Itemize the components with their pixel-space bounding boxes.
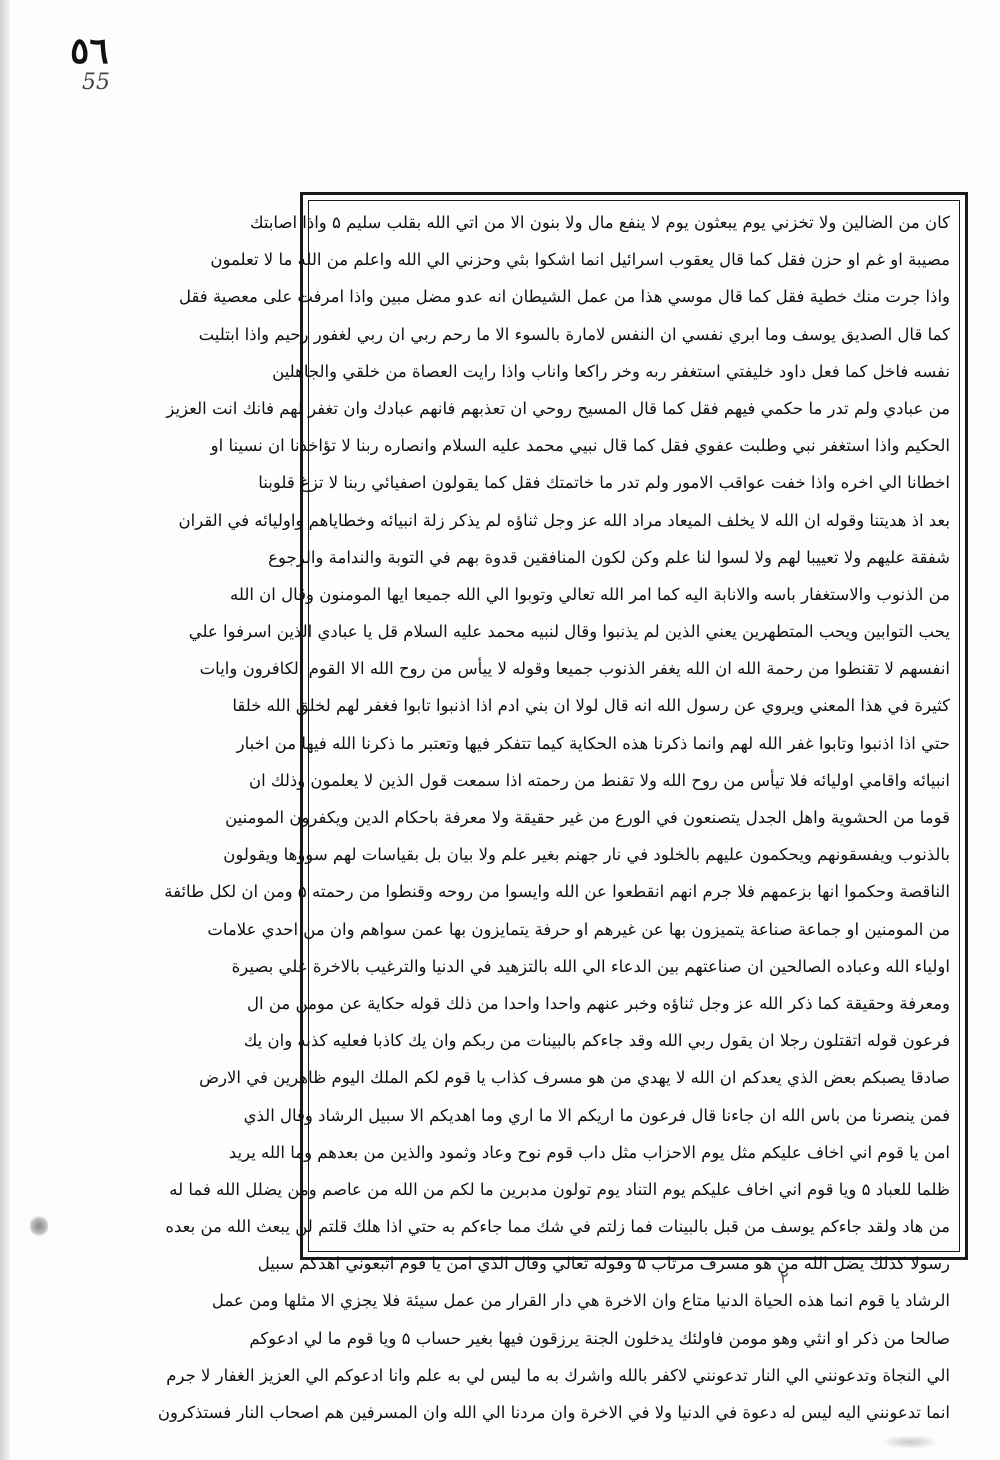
text-line: فرعون قوله اتقتلون رجلا ان يقول ربي الله وقد جاءكم بالبينات من ربكم وان يك كاذبا فعليه كذبه وان يك (243, 1031, 950, 1051)
text-line: حتي اذا اذنبوا وتابوا غفر الله لهم وانما ذكرنا هذه الحكاية كيما تتفكر فيها وتعتبر ما ذكرنا الله فيها من اخبار (236, 733, 950, 753)
text-line: من الذنوب والاستغفار باسه والانابة اليه كما امر الله تعالي وتوبوا الي الله جميعا ايها المومنون وقال ان الله (230, 584, 950, 604)
text-line: شفقة عليهم ولا تعييبا لهم ولا لسوا لنا علم وكن لكون المنافقين قدوة بهم في التوبة والندامة والرجوع (268, 547, 950, 567)
text-line: الحكيم واذا استغفر نبي وطلبت عفوي فقل كما قال نبيي محمد عليه السلام وانصاره ربنا لا تؤاخذنا ان نسينا او (210, 436, 950, 456)
text-line: يحب التوابين ويحب المتطهرين يعني الذين لم يذنبوا وقال لنبيه محمد عليه السلام قل يا عبادي الذين اسرفوا علي (188, 622, 950, 642)
text-line: نفسه فاخل كما فعل داود خليفتي استغفر ربه وخر راكعا واناب واذا رايت العصاة من خلقي والجاهلين (272, 361, 950, 381)
text-line: كثيرة في هذا المعني ويروي عن رسول الله انه قال لولا ان بني ادم اذا اذنبوا تابوا فغفر لهم لخلق الله خلقا (232, 696, 950, 716)
text-line: بعد اذ هديتنا وقوله ان الله لا يخلف الميعاد مراد الله عز وجل ثناؤه لم يذكر زلة انبيائه وخطاياهم واوليائه في القران (178, 510, 950, 530)
text-line: مصيبة او غم او حزن فقل كما قال يعقوب اسرائيل انما اشكوا بثي وحزني الي الله واعلم من الله ما لا تعلمون (210, 250, 950, 270)
bottom-marginal-mark: ٢ (780, 1268, 789, 1287)
text-line: رسولا كذلك يضل الله من هو مسرف مرتاب ۵ وقوله تعالي وقال الذي امن يا قوم اتبعوني اهدكم سبيل (257, 1254, 950, 1274)
text-line: من المومنين او جماعة صناعة يتميزون بها عن غيرهم او حرفة يتمايزون بها عمن سواهم وان من احدي علامات (207, 919, 950, 939)
text-line: انما تدعونني اليه ليس له دعوة في الدنيا ولا في الاخرة وان مردنا الي الله وان المسرفين هم اصحاب النار فستذكرون (157, 1403, 950, 1422)
folio-alt-number: 55 (82, 70, 110, 95)
text-line: كان من الضالين ولا تخزني يوم يبعثون يوم لا ينفع مال ولا بنون الا من اتي الله بقلب سليم ۵ واذا اصابتك (249, 213, 950, 232)
text-line: انبيائه واقامي اوليائه فلا تيأس من روح الله ولا تقنط من رحمته اذا سمعت قول الذين لا يعلمون وذلك ان (248, 770, 950, 790)
ink-stain (30, 1215, 48, 1237)
text-line: اخطانا الي اخره واذا خفت عواقب الامور ولم تدر ما خاتمتك فقل كما يقولون اصفيائي ربنا لا تزغ قلوبنا (258, 473, 950, 493)
text-line: امن يا قوم اني اخاف عليكم مثل يوم الاحزاب مثل داب قوم نوح وعاد وثمود والذين من بعدهم وما الله يريد (228, 1142, 950, 1162)
text-line: بالذنوب ويفسقونهم ويحكمون عليهم بالخلود في نار جهنم بغير علم ولا بيان بل بقياسات لهم سوؤها ويقولون (223, 845, 950, 865)
text-line: من عبادي ولم تدر ما حكمي فيهم فقل كما قال المسيح روحي ان تعذبهم فانهم عبادك وان تغفر لهم فانك انت العزيز (166, 398, 950, 418)
text-line: كما قال الصديق يوسف وما ابري نفسي ان النفس لامارة بالسوء الا ما رحم ربي ان ربي لغفور رحيم واذا ابتليت (198, 324, 950, 344)
paper-smudge (880, 1435, 940, 1449)
text-line: قوما من الحشوية واهل الجدل يتصنعون في الورع من غير حقيقة ولا معرفة باحكام الدين ويكفرون المومنين (225, 808, 950, 827)
text-line: انفسهم لا تقنطوا من رحمة الله ان الله يغفر الذنوب جميعا وقوله لا ييأس من روح الله الا القوم الكافرون وايات (199, 659, 950, 679)
page-spine-edge (0, 0, 10, 1460)
text-line: الناقصة وحكموا انها بزعمهم فلا جرم انهم انقطعوا عن الله وايسوا من روحه وقنطوا من رحمته ۵ ومن ان لكل طائفة (164, 882, 950, 902)
manuscript-text-block (157, 204, 950, 1422)
text-line: الي النجاة وتدعونني الي النار تدعونني لاكفر بالله واشرك به ما ليس لي به علم وانا ادعوكم الي العزيز الغفار لا جرم (166, 1365, 950, 1385)
text-line: صالحا من ذكر او انثي وهو مومن فاولئك يدخلون الجنة يرزقون فيها بغير حساب ۵ ويا قوم ما لي ادعوكم (249, 1328, 950, 1348)
text-line: الرشاد يا قوم انما هذه الحياة الدنيا متاع وان الاخرة هي دار القرار من عمل سيئة فلا يجزي الا مثلها ومن عمل (211, 1291, 950, 1311)
text-line: ظلما للعباد ۵ ويا قوم اني اخاف عليكم يوم التناد يوم تولون مدبرين ما لكم من الله من عاصم ومن يضلل الله فما له (169, 1179, 950, 1199)
text-line: اولياء الله وعباده الصالحين ان صناعتهم بين الدعاء الي الله بالتزهيد في الدنيا والترغيب بالاخرة علي بصيرة (231, 956, 950, 976)
folio-number: ٥٦ (70, 30, 109, 72)
text-line: ومعرفة وحقيقة كما ذكر الله عز وجل ثناؤه وخبر عنهم واحدا واحدا من ذلك قوله حكاية عن مومن من ال (247, 993, 950, 1013)
text-line: من هاد ولقد جاءكم يوسف من قبل بالبينات فما زلتم في شك مما جاءكم به حتي اذا هلك قلتم لن يبعث الله من بعده (165, 1217, 950, 1237)
text-line: صادقا يصبكم بعض الذي يعدكم ان الله لا يهدي من هو مسرف كذاب يا قوم لكم الملك اليوم ظاهرين في الارض (199, 1068, 950, 1088)
text-line: واذا جرت منك خطية فقل كما قال موسي هذا من عمل الشيطان انه عدو مضل مبين واذا امرفت على معصية فقل (178, 287, 950, 307)
text-line: فمن ينصرنا من باس الله ان جاءنا قال فرعون ما اريكم الا ما اري وما اهديكم الا سبيل الرشاد وقال الذي (243, 1105, 950, 1125)
